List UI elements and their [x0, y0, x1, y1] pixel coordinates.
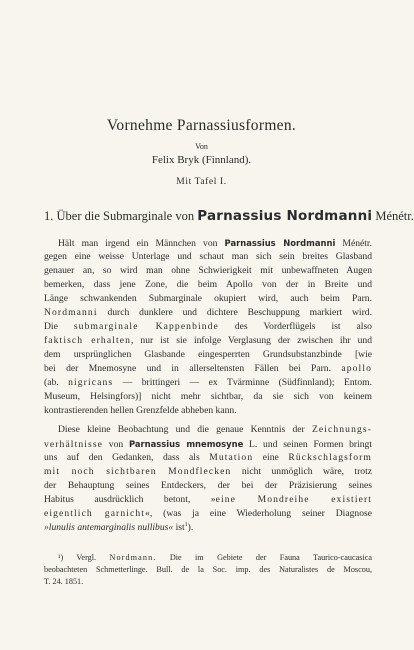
body-line-15: verhältnisse von Parnassius mnemosyne L. und seinen Formen bringt	[44, 439, 372, 450]
body-line-5: Länge schwankenden Submarginale okupiert wird, auch beim Parn.	[44, 293, 372, 304]
footnote-ref: 1	[184, 521, 188, 528]
body-line-3: genauer an, so wird man ohne Schwierigkeit mit unbewaffneten Augen	[44, 265, 372, 276]
plate-note: Mit Tafel I.	[176, 177, 227, 187]
article-title: Vornehme Parnassiusformen.	[106, 117, 297, 134]
heading-prefix: 1. Über die Submarginale von	[44, 209, 198, 223]
footnote-line-2: beobachteten Schmetterlinge. Bull. de la Soc. imp. des Naturalistes de Moscou,	[44, 565, 372, 574]
body-line-21: »lunulis antemarginalis nullibus« ist$^1$).	[44, 521, 194, 533]
section-heading	[44, 208, 414, 224]
footnote-line-1: ¹) Vergl. Nordmann. Die im Gebiete der Fauna Taurico-caucasica	[58, 553, 372, 562]
body-line-2: gegen eine weisse Unterlage und schaut man sich sein breites Glasband	[44, 251, 372, 262]
body-line-17: mit noch sichtbaren Mondflecken nicht unmöglich wäre, trotz	[44, 466, 372, 477]
body-line-20: eigentlich garnicht«, (was ja eine Wiederholung seiner Diagnose	[44, 508, 372, 519]
footnote-line-3: T. 24. 1851.	[44, 577, 84, 586]
body-line-13: kontrastierenden hellen Grenzfelde abheben kann.	[44, 405, 237, 416]
body-line-19: Habitus ausdrücklich betont, »eine Mondreihe existiert	[44, 494, 372, 505]
body-line-4: bemerken, dass jene Zone, die beim Apollo von der in Breite und	[44, 279, 372, 290]
heading-author: Ménétr.	[372, 209, 414, 223]
body-line-9: dem ursprünglichen Glasbande eingesperrten Grundsubstanzbinde [wie	[44, 349, 372, 360]
body-line-8: faktisch erhalten, nur ist sie infolge Verglasung der zwischen ihr und	[44, 335, 372, 346]
body-line-12: Museum, Helsingfors)] nicht mehr sichtbar, da sie sich von keinem	[44, 391, 372, 402]
body-line-16: uns auf den Gedanken, dass als Mutation eine Rückschlagsform	[44, 452, 372, 463]
body-line-6: Nordmanni durch dunklere und dichtere Beschuppung markiert wird.	[44, 307, 372, 318]
body-line-18: der Behauptung seines Entdeckers, der bei der Präzisierung seines	[44, 480, 372, 491]
body-line-1: Hält man irgend ein Männchen von Parnassius Nordmanni Ménétr.	[58, 238, 372, 249]
body-line-10: bei der Mnemosyne und in allerseltensten Fällen bei Parn. apollo	[44, 363, 372, 374]
body-line-14: Diese kleine Beobachtung und die genaue Kenntnis der Zeichnungs-	[58, 424, 372, 435]
body-line-11: (ab. nigricans — brittingeri — ex Tvärminne (Südfinnland); Entom.	[44, 377, 372, 388]
author-name: Felix Bryk (Finnland).	[151, 154, 252, 166]
heading-species: Parnassius Nordmanni	[197, 208, 373, 224]
body-line-7: Die submarginale Kappenbinde des Vorderflügels ist also	[44, 321, 372, 332]
by-line: Von	[195, 142, 208, 151]
